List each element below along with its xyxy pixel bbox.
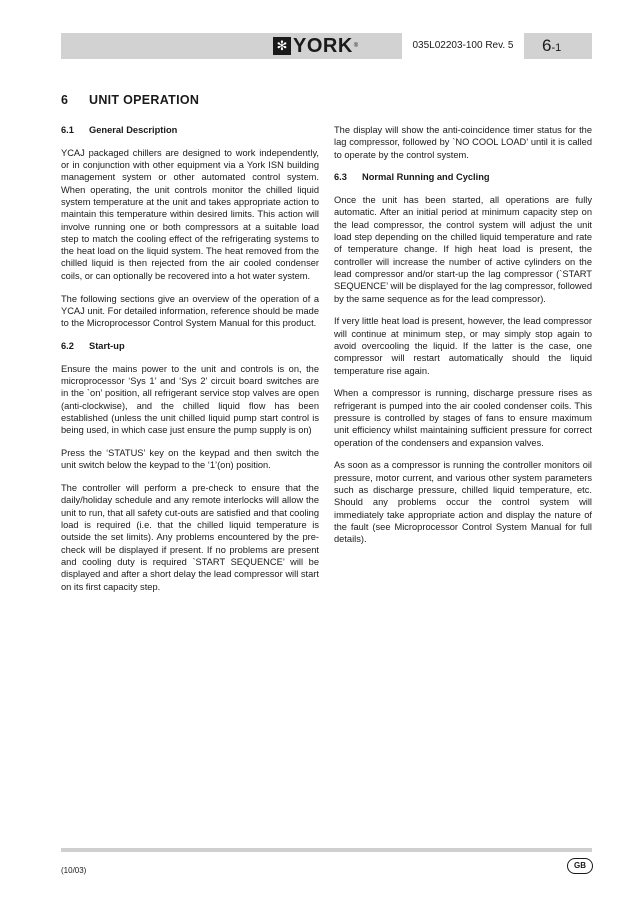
subsection-heading-6-3	[334, 171, 592, 183]
subsection-number: 6.2	[61, 340, 74, 351]
section-number: 6	[61, 93, 69, 107]
section-heading	[61, 93, 199, 107]
page-number	[530, 33, 592, 59]
subsection-title: Start-up	[89, 340, 125, 351]
york-logo	[273, 35, 358, 57]
paragraph: Press the ‘STATUS’ key on the keypad and then switch the unit switch below the keypad to the ‘1’(on) position.	[61, 448, 319, 471]
left-column	[61, 124, 319, 603]
paragraph: The display will show the anti-coincidence timer status for the lag compressor, followed by `NO COOL LOAD’ until it is called to operate by the control system.	[334, 125, 592, 160]
paragraph: When a compressor is running, discharge pressure rises as refrigerant is pumped into the air cooled condenser coils. This pressure is controlled by stages of fans to ensure maximum unit efficiency whilst maintaining sufficient pressure for correct operation of the condensers and expansion valves.	[334, 388, 592, 448]
paragraph: The following sections give an overview of the operation of a YCAJ unit. For detailed information, reference should be made to the Microprocessor Control System Manual for this product.	[61, 293, 319, 329]
subsection-title: Normal Running and Cycling	[362, 172, 490, 183]
footer-date: (10/03)	[61, 866, 87, 875]
section-title: UNIT OPERATION	[89, 93, 200, 107]
footer-bar	[61, 848, 592, 852]
document-reference: 035L02203-100 Rev. 5	[402, 33, 524, 59]
subsection-number: 6.3	[334, 172, 347, 183]
snowflake-icon: ✻	[273, 37, 291, 55]
subsection-number: 6.1	[61, 125, 74, 135]
logo-text: YORK	[293, 35, 353, 57]
page-number-major: 6	[542, 36, 552, 55]
right-column	[334, 124, 592, 556]
subsection-heading-6-1	[61, 124, 319, 136]
paragraph: If very little heat load is present, however, the lead compressor will continue at minimum step, or may simply stop again to avoid overcooling the liquid. If the latter is the case, one compressor will restart automatically should the liquid temperature rise again.	[334, 316, 592, 376]
paragraph: YCAJ packaged chillers are designed to work independently, or in conjunction with other equipment via a York ISN building management system or other automated control system. When operating, the unit controls monitor the chilled liquid system temperature at the unit and takes appropriate action to maintain this temperature within desired limits. This action will involve running one or both compressors at a suitable load step to match the cooling effect of the refrigerating systems to the heat load on the liquid system. The heat removed from the chilled liquid is then rejected from the air cooled condenser coils, or can optionally be recovered into a hot water system.	[61, 147, 319, 281]
paragraph: The controller will perform a pre-check to ensure that the daily/holiday schedule and any remote interlocks will allow the unit to run, that all safety cut-outs are satisfied and that cooling load is required (i.e. that the chilled liquid temperature is outside the set limits). Any problems encountered by the pre-check will be displayed if present. If no problems are present and cooling duty is required `START SEQUENCE’ will be displayed and after a short delay the lead compressor will start on its first capacity step.	[61, 483, 319, 592]
paragraph: Once the unit has been started, all operations are fully automatic. After an initial period at minimum capacity step on the lead compressor, the control system will adjust the unit load step depending on the chilled liquid temperature and rate of temperature change. If high heat load is present, the controller will increase the number of active cylinders on the lead compressor and/or start-up the lag compressor (`START SEQUENCE’ will be displayed for the lag compressor, followed by the same sequence as for the lead compressor).	[334, 195, 593, 304]
paragraph: Ensure the mains power to the unit and controls is on, the microprocessor ‘Sys 1’ and ‘Sys 2’ circuit board switches are in the `on’ position, all refrigerant service stop valves are open (anti-clockwise), and the chilled liquid flow has been established (unless the unit chilled liquid pump start control is being used, in which case just ensure the pump supply is on)	[61, 363, 319, 436]
subsection-heading-6-2	[61, 340, 319, 352]
language-badge: GB	[567, 858, 593, 874]
paragraph: As soon as a compressor is running the controller monitors oil pressure, motor current, and various other system parameters such as discharge pressure, chilled liquid temperature, etc. Should any problems occur the control system will immediately take appropriate action and display the nature of the fault (see Microprocessor Control System Manual for full details).	[334, 460, 592, 545]
page-number-minor: -1	[551, 42, 562, 54]
subsection-title: General Description	[89, 125, 178, 135]
registered-mark: ®	[353, 43, 359, 49]
